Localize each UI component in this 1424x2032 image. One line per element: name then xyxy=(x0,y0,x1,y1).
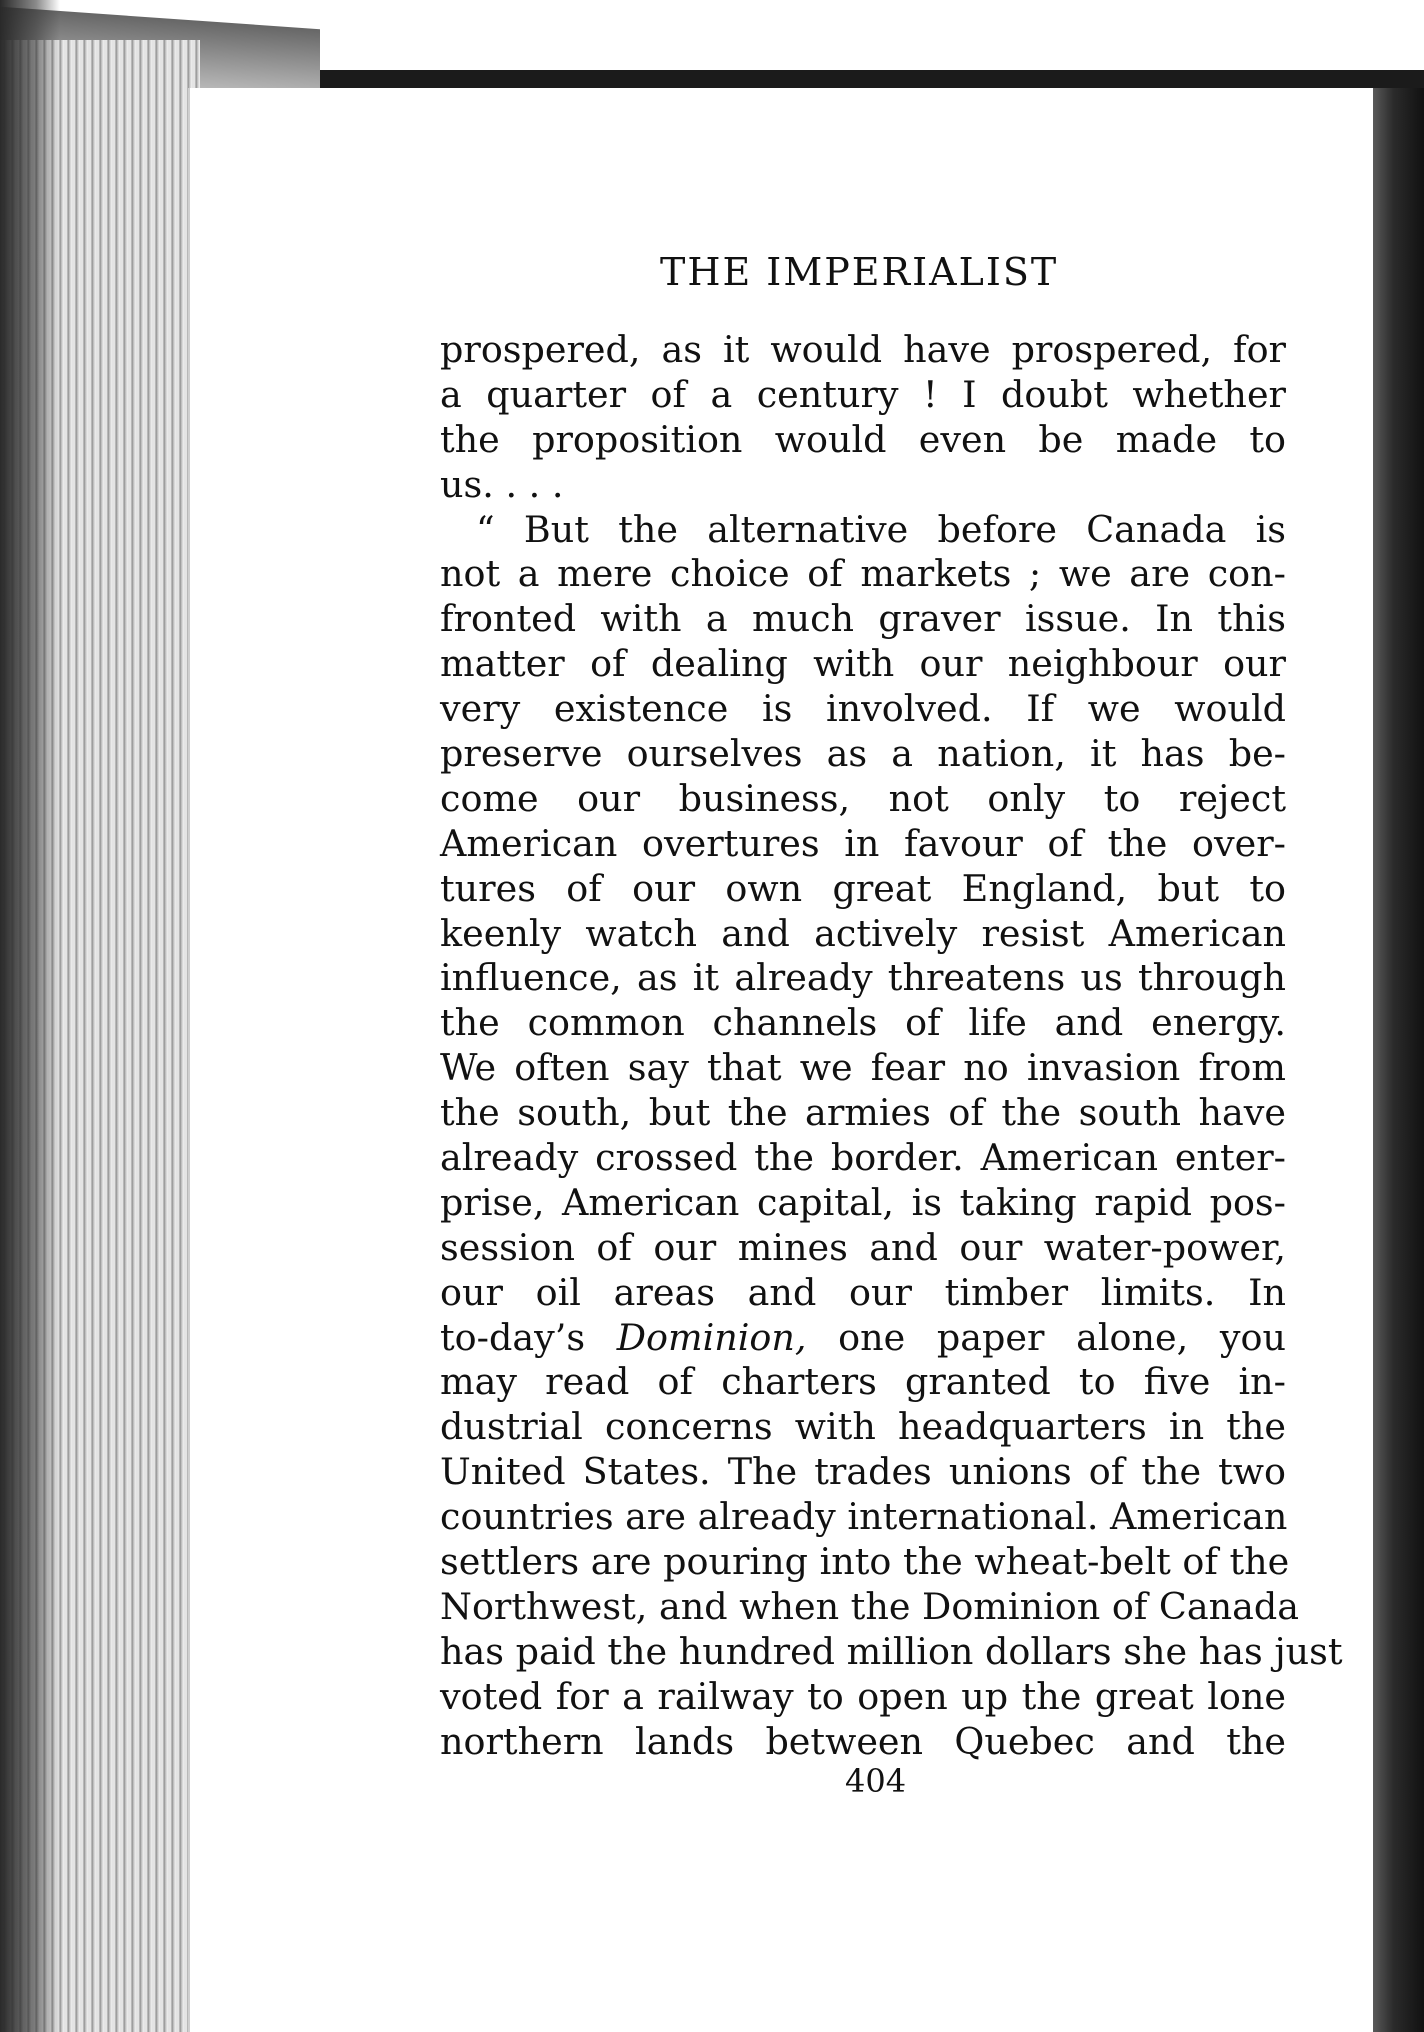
text-line: very existence is involved. If we would xyxy=(440,687,1286,731)
text-line: come our business, not only to reject xyxy=(440,776,1286,820)
text-line: our oil areas and our timber limits. In xyxy=(440,1270,1286,1314)
text-line: the south, but the armies of the south have xyxy=(440,1091,1286,1135)
italic-title: Dominion, xyxy=(616,1315,807,1359)
text-line: preserve ourselves as a nation, it has be- xyxy=(440,732,1286,776)
text-line: prospered, as it would have prospered, for xyxy=(440,328,1286,371)
text-line: dustrial concerns with headquarters in the xyxy=(440,1405,1286,1449)
text-line: not a mere choice of markets ; we are con- xyxy=(440,552,1286,596)
text-line: settlers are pouring into the wheat-belt of the xyxy=(440,1540,1290,1584)
text-line: us. . . . xyxy=(440,462,564,506)
text-line-with-italic xyxy=(440,1316,1286,1361)
page-number: 404 xyxy=(845,1762,907,1800)
text-line: voted for a railway to open up the great lone xyxy=(440,1674,1286,1718)
text-line: the proposition would even be made to xyxy=(440,417,1286,461)
text-line: keenly watch and actively resist American xyxy=(440,911,1286,955)
text-line: matter of dealing with our neighbour our xyxy=(440,642,1286,686)
text-line: countries are already international. American xyxy=(440,1495,1288,1539)
book-right-edge xyxy=(1373,88,1424,2032)
running-head-text: THE IMPERIALIST xyxy=(660,250,1059,294)
text-line: fronted with a much graver issue. In this xyxy=(440,597,1286,641)
text-line: a quarter of a century ! I doubt whether xyxy=(440,372,1286,416)
body-text xyxy=(440,328,1343,1765)
text-line: may read of charters granted to five in- xyxy=(440,1360,1286,1404)
text-line: session of our mines and our water-power, xyxy=(440,1225,1286,1269)
text-line: has paid the hundred million dollars she has just xyxy=(440,1629,1343,1673)
text-line: American overtures in favour of the over- xyxy=(440,821,1286,865)
text-line: the common channels of life and energy. xyxy=(440,1001,1286,1045)
text-line: northern lands between Quebec and the xyxy=(440,1719,1286,1763)
text-line: tures of our own great England, but to xyxy=(440,866,1286,910)
text-line: Northwest, and when the Dominion of Canada xyxy=(440,1584,1300,1628)
text-segment: to-day’s xyxy=(440,1315,586,1359)
text-line: United States. The trades unions of the two xyxy=(440,1450,1286,1494)
text-line: already crossed the border. American enter- xyxy=(440,1136,1286,1180)
book-spine-shadow xyxy=(0,0,60,2032)
text-line: “ But the alternative before Canada is xyxy=(476,507,1286,551)
text-line: influence, as it already threatens us through xyxy=(440,956,1286,1000)
text-line: prise, American capital, is taking rapid pos- xyxy=(440,1180,1286,1224)
text-line: We often say that we fear no invasion from xyxy=(440,1046,1286,1090)
text-segment: one paper alone, you xyxy=(838,1315,1286,1359)
